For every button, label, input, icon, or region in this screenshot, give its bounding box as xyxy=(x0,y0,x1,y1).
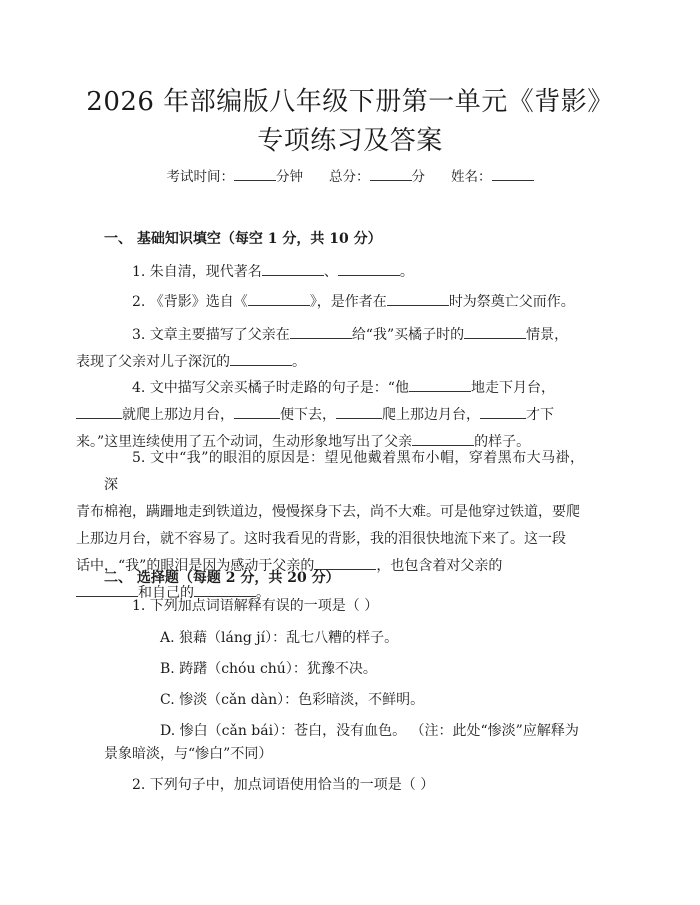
time-blank xyxy=(234,168,276,181)
blank xyxy=(248,293,310,306)
blank xyxy=(387,293,449,306)
blank xyxy=(336,406,382,419)
option-c: C. 惨淡（cǎn dàn）：色彩暗淡，不鲜明。 xyxy=(160,692,425,708)
question-1-3: 3. 文章主要描写了父亲在 给“我”买橘子时的 情景， 表现了父亲对儿子深沉的 。 xyxy=(76,327,569,370)
page-title: 2026 年部编版八年级下册第一单元《背影》 xyxy=(86,87,614,117)
option-b: B. 踌躇（chóu chú）：犹豫不决。 xyxy=(160,661,377,677)
blank xyxy=(409,379,471,392)
blank xyxy=(234,406,280,419)
blank xyxy=(76,406,122,419)
question-1-4: 4. 文中描写父亲买橘子时走路的句子是：“他 地走下月台， 就爬上那边月台， 便下去， 爬上那边月台， 才下 来。”这里连续使用了五个动词，生动形象地写出了父亲 的样子。 xyxy=(76,380,555,450)
question-2-1: 1. 下列加点词语解释有误的一项是（ ） xyxy=(132,598,379,614)
time-unit: 分钟 xyxy=(276,169,303,185)
blank xyxy=(230,353,292,366)
score-unit: 分 xyxy=(411,169,425,185)
page-subtitle: 专项练习及答案 xyxy=(257,126,443,156)
blank xyxy=(338,263,400,276)
option-d: D. 惨白（cǎn bái）：苍白，没有血色。 （注：此处“惨淡”应解释为 xyxy=(160,723,579,739)
question-2-2: 2. 下列句子中，加点词语使用恰当的一项是（ ） xyxy=(132,777,435,793)
option-d-continued: 景象暗淡，与“惨白”不同） xyxy=(104,746,273,762)
name-blank xyxy=(492,168,534,181)
question-1-5: 5. 文中“我”的眼泪的原因是：望见他戴着黑布小帽，穿着黑布大马褂，深 青布棉袍，蹒跚地走到铁道边，慢慢探身下去，尚不大难。可是他穿过铁道，要爬 上那边月台，就不容易了。这时我看见的背影，我的泪很快地流下来了。这一段 话中，“我”的眼泪是因为感动于父亲的 ，也包含着对父亲的 和自己的 。 xyxy=(76,450,584,601)
blank xyxy=(262,263,324,276)
blank xyxy=(290,326,352,339)
blank xyxy=(464,326,526,339)
section-heading-2: 二、 选择题（每题 2 分，共 20 分） xyxy=(104,570,340,586)
question-1-1: 1. 朱自清，现代著名 、 。 xyxy=(132,264,414,280)
blank xyxy=(480,406,526,419)
section-heading-1: 一、 基础知识填空（每空 1 分，共 10 分） xyxy=(104,231,382,247)
option-a: A. 狼藉（láng jí）：乱七八糟的样子。 xyxy=(160,630,399,646)
name-label: 姓名： xyxy=(451,169,492,185)
question-1-2: 2. 《背影》选自《 》，是作者在 时为祭奠亡父而作。 xyxy=(132,294,575,310)
score-blank xyxy=(370,168,412,181)
score-label: 总分： xyxy=(329,169,370,185)
exam-meta xyxy=(0,167,700,187)
time-label: 考试时间： xyxy=(166,169,234,185)
